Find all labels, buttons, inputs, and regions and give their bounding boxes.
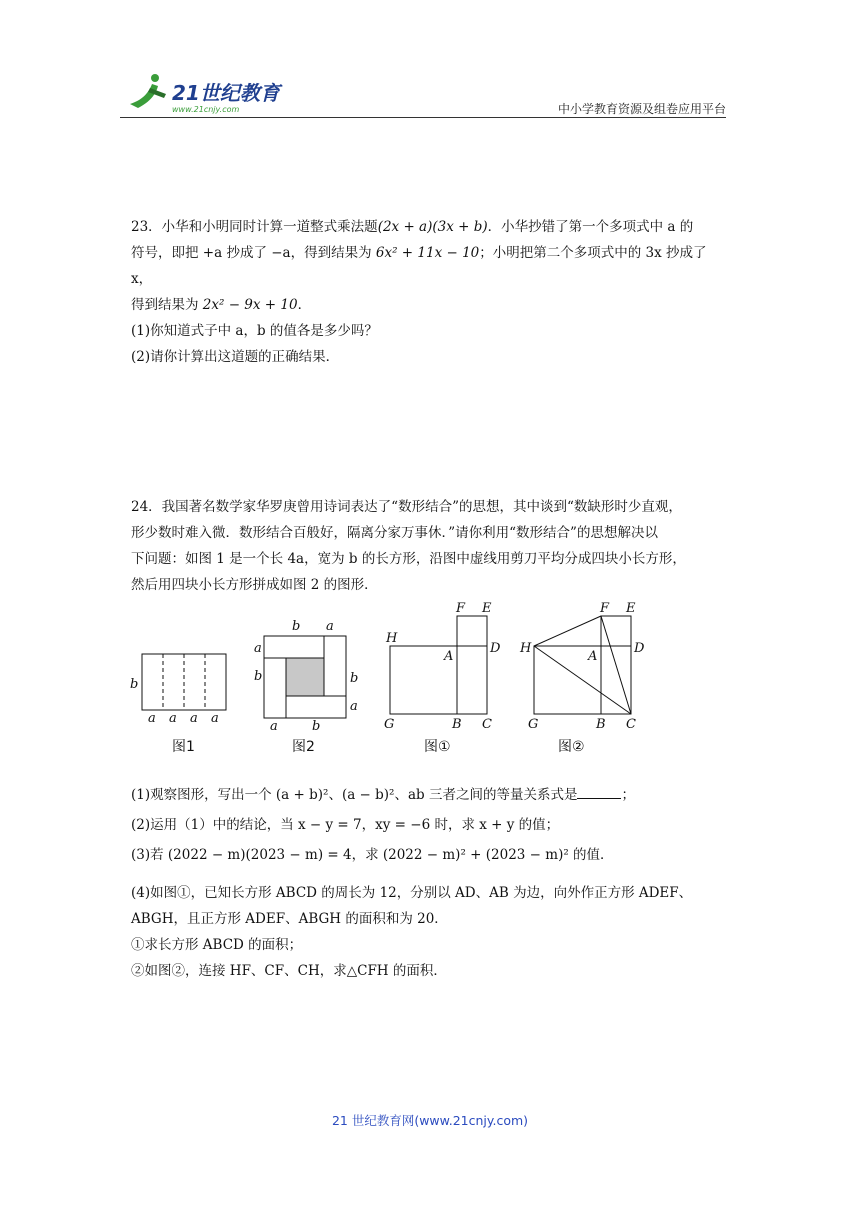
page-header — [120, 70, 726, 120]
svg-text:G: G — [528, 717, 539, 732]
header-rule — [120, 117, 726, 118]
svg-text:F: F — [600, 601, 610, 616]
q23-result-2: 2x² − 9x + 10 — [202, 297, 298, 313]
svg-text:a: a — [211, 711, 219, 726]
svg-text:C: C — [626, 717, 636, 732]
figure-2 — [252, 616, 362, 732]
q24-part4-sub2: ②如图②，连接 HF、CF、CH，求△CFH 的面积． — [131, 963, 447, 979]
question-24-part4 — [131, 880, 731, 984]
svg-text:a: a — [148, 711, 156, 726]
q24-part2: (2)运用（1）中的结论，当 x − y = 7，xy = −6 时，求 x + y 的值； — [131, 817, 560, 833]
q24-part3: (3)若 (2022 − m)(2023 − m) = 4，求 (2022 − m)² + (2023 − m)² 的值． — [131, 847, 614, 863]
svg-text:E: E — [626, 601, 636, 616]
svg-text:b: b — [350, 671, 359, 686]
q24-intro-line3: 下问题：如图 1 是一个长 4a，宽为 b 的长方形，沿图中虚线用剪刀平均分成四块小长方形， — [131, 551, 686, 567]
q23-expression: (2x + a)(3x + b) — [377, 219, 488, 235]
platform-text: 中小学教育资源及组卷应用平台 — [557, 102, 726, 116]
q23-part1: (1)你知道式子中 a，b 的值各是多少吗？ — [131, 323, 378, 339]
figure-circle-2-label: 图② — [558, 739, 585, 755]
q24-intro-line1: 24．我国著名数学家华罗庚曾用诗词表达了“数形结合”的思想，其中谈到“数缺形时少直观， — [131, 499, 682, 515]
question-23 — [131, 214, 731, 370]
figure-1 — [128, 648, 232, 728]
svg-text:a: a — [326, 619, 334, 634]
svg-text:a: a — [254, 641, 262, 656]
svg-text:a: a — [350, 699, 358, 714]
svg-text:b: b — [292, 619, 301, 634]
svg-text:H: H — [520, 641, 532, 656]
svg-text:H: H — [386, 631, 398, 646]
svg-text:b: b — [312, 719, 321, 732]
logo-url-text: www.21cnjy.com — [172, 105, 240, 114]
svg-text:F: F — [456, 601, 466, 616]
logo-text: 21世纪教育 — [172, 81, 280, 105]
logo — [120, 70, 300, 118]
figures-row — [128, 598, 648, 768]
q23-part2: (2)请你计算出这道题的正确结果． — [131, 349, 340, 365]
q24-intro-line4: 然后用四块小长方形拼成如图 2 的图形． — [131, 577, 378, 593]
footer-text[interactable]: 21 世纪教育网(www.21cnjy.com) — [331, 1113, 529, 1128]
svg-text:b: b — [254, 669, 263, 684]
svg-text:C: C — [482, 717, 492, 732]
figure-circle-2 — [516, 598, 650, 734]
svg-text:B: B — [596, 717, 606, 732]
svg-text:D: D — [634, 641, 645, 656]
question-24-intro — [131, 494, 731, 598]
q24-part4-line2: ABGH，且正方形 ADEF、ABGH 的面积和为 20． — [131, 911, 448, 927]
figure-2-label: 图2 — [292, 739, 315, 755]
svg-text:D: D — [490, 641, 501, 656]
q24-part4-sub1: ①求长方形 ABCD 的面积； — [131, 937, 303, 953]
q24-part4-line1: (4)如图①，已知长方形 ABCD 的周长为 12，分别以 AD、AB 为边，向外作正方形 ADEF、 — [131, 885, 693, 901]
svg-text:E: E — [482, 601, 492, 616]
svg-text:A: A — [588, 649, 598, 664]
q23-line2: 符号，即把 +a 抄成了 −a，得到结果为 6x² + 11x − 10；小明把第二个多项式中的 3x 抄成了 x， — [131, 245, 707, 287]
svg-text:b: b — [130, 677, 139, 692]
svg-text:B: B — [452, 717, 462, 732]
svg-text:G: G — [384, 717, 395, 732]
svg-text:a: a — [169, 711, 177, 726]
figure-circle-1-label: 图① — [424, 739, 451, 755]
figure-circle-1 — [382, 598, 502, 734]
q23-line1: 23．小华和小明同时计算一道整式乘法题(2x + a)(3x + b)．小华抄错了第一个多项式中 a 的 — [131, 219, 694, 235]
answer-blank[interactable] — [577, 784, 621, 799]
q24-intro-line2: 形少数时难入微．数形结合百般好，隔离分家万事休．”请你利用“数形结合”的思想解决以 — [131, 525, 658, 541]
svg-text:A: A — [444, 649, 454, 664]
svg-text:a: a — [270, 719, 278, 732]
q23-result-1: 6x² + 11x − 10 — [375, 245, 480, 261]
q23-line3: 得到结果为 2x² − 9x + 10． — [131, 297, 312, 313]
svg-text:a: a — [190, 711, 198, 726]
question-24-parts — [131, 780, 731, 870]
q24-part1: (1)观察图形，写出一个 (a + b)²、(a − b)²、ab 三者之间的等量关系式是 ； — [131, 780, 731, 810]
figure-1-label: 图1 — [172, 739, 195, 755]
